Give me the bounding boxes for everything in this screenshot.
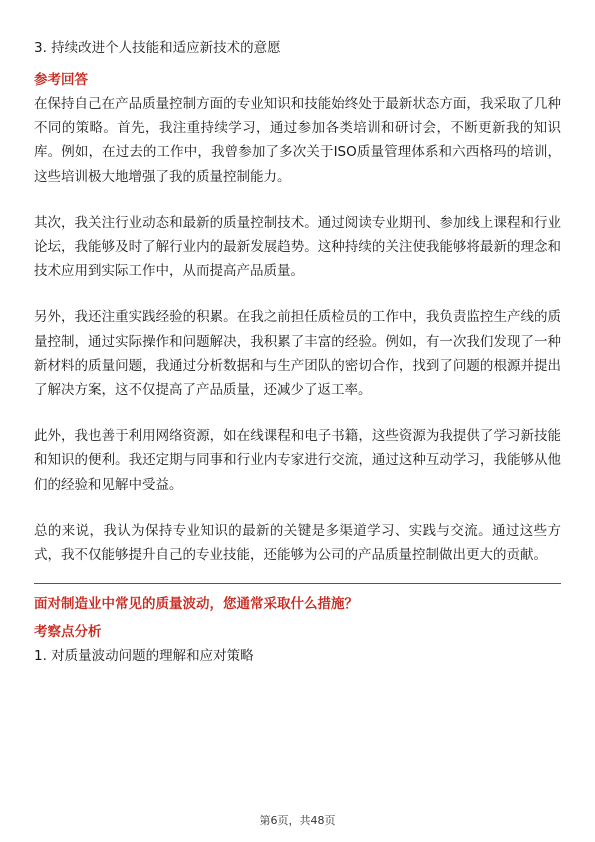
answer-paragraph-2: 其次，我关注行业动态和最新的质量控制技术。通过阅读专业期刊、参加线上课程和行业论坛，我能够及时了解行业内的最新发展趋势。这种持续的关注使我能够将最新的理念和技术应用到实际工作中，从而提高产品质量。 [34,214,561,280]
section-heading: 3. 持续改进个人技能和适应新技术的意愿 [34,40,281,56]
answer-paragraph-1: 在保持自己在产品质量控制方面的专业知识和技能始终处于最新状态方面，我采取了几种不同的策略。首先，我注重持续学习，通过参加各类培训和研讨会，不断更新我的知识库。例如，在过去的工作中，我曾参加了多次关于ISO质量管理体系和六西格玛的培训，这些培训极大地增强了我的质量控制能力。 [34,96,561,185]
answer-body [34,92,561,567]
section-divider [34,583,561,584]
answer-paragraph-3: 另外，我还注重实践经验的积累。在我之前担任质检员的工作中，我负责监控生产线的质量控制，通过实际操作和问题解决，我积累了丰富的经验。例如，有一次我们发现了一种新材料的质量问题，我通过分析数据和与生产团队的密切合作，找到了问题的根源并提出了解决方案，这不仅提高了产品质量，还减少了返工率。 [34,309,561,399]
answer-paragraph-4: 此外，我也善于利用网络资源，如在线课程和电子书籍，这些资源为我提供了学习新技能和知识的便利。我还定期与同事和行业内专家进行交流，通过这种互动学习，我能够从他们的经验和见解中受益。 [34,428,561,493]
analysis-label: 考察点分析 [34,624,102,641]
page-footer: 第6页，共48页 [259,814,336,827]
analysis-point-1: 1. 对质量波动问题的理解和应对策略 [34,648,254,665]
answer-paragraph-5: 总的来说，我认为保持专业知识的最新的关键是多渠道学习、实践与交流。通过这些方式，我不仅能够提升自己的专业技能，还能够为公司的产品质量控制做出更大的贡献。 [34,522,561,564]
answer-label: 参考回答 [34,72,88,88]
next-question: 面对制造业中常见的质量波动，您通常采取什么措施？ [34,596,358,613]
page-content [34,38,561,666]
